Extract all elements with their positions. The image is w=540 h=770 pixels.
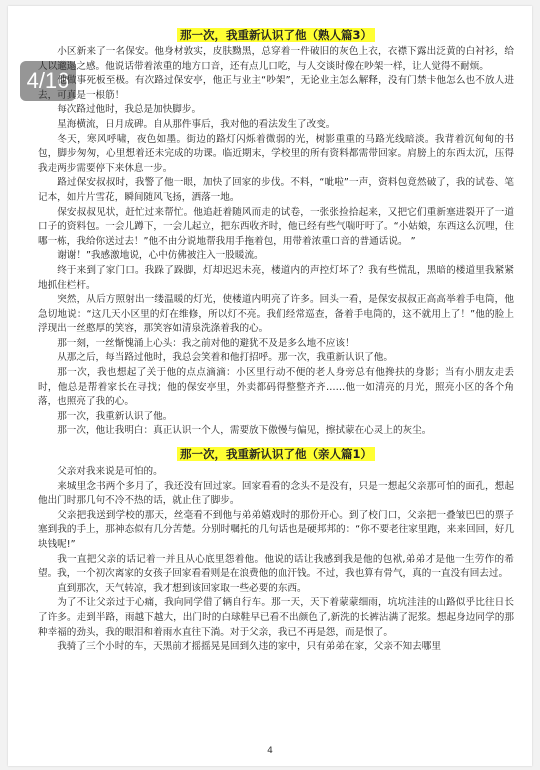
paragraph: 谢谢！”我感激地说，心中仿佛被注入一股暖流。 xyxy=(57,250,264,262)
section1-title: 那一次，我重新认识了他（熟人篇3） xyxy=(38,28,514,43)
paragraph: 那一次，我也想起了关于他的点点滴滴：小区里行动不便的老人身旁总有他搀扶的身影；当有小朋友走丢时，他总是帮着家长在寻找；他的保安亭里，外卖都码得整整齐齐……他一如清亮的月光，照亮小区的各个角落，也照亮了我的心。 xyxy=(38,367,514,408)
paragraph: 我一直把父亲的话记着一并且从心底里怨着他。他说的话让我感到我是他的包袱,弟弟才是他一生劳作的希望。我，一个初次离家的女孩子回家看看则是在浪费他的血汗钱。不过，我也算有骨气，真的一直没有回去过。 xyxy=(38,553,514,580)
paragraph: 父亲把我送到学校的那天，丝毫看不到他与弟弟嬉戏时的那份开心。到了校门口，父亲把一叠皱巴巴的票子塞到我的手上，那神态似有几分苦楚。分别时嘱托的几句话也是硬邦邦的：“你不要老往家里跑，来来回回，好几块钱呢!” xyxy=(38,509,514,550)
paragraph: 终于来到了家门口。我跺了跺脚，灯却迟迟未亮，楼道内的声控灯坏了？我有些慌乱，黑暗的楼道里我紧紧地抓住栏杆。 xyxy=(38,264,514,291)
paragraph: 他做事死板至极。有次路过保安亭，他正与业主“吵架”，无论业主怎么解释，没有门禁卡他怎么也不放人进去，可真是一根筋！ xyxy=(38,75,514,101)
paragraph: 每次路过他时，我总是加快脚步。 xyxy=(57,104,202,116)
paragraph: 我骑了三个小时的车，天黑前才摇摇晃晃回到久违的家中，只有弟弟在家，父亲不知去哪里 xyxy=(57,641,441,653)
page-number: 4 xyxy=(267,746,273,756)
paragraph: 星海横流，日月成碑。自从那件事后，我对他的看法发生了改变。 xyxy=(57,118,336,130)
paragraph: 从那之后，每当路过他时，我总会笑着和他打招呼。那一次，我重新认识了他。 xyxy=(57,352,393,364)
paragraph: 那一刻，一丝惭愧涌上心头：我之前对他的避犹不及是多么地不应该！ xyxy=(57,337,355,349)
document-content xyxy=(38,28,514,655)
paragraph: 路过保安叔叔时，我警了他一眼，加快了回家的步伐。不料，“呲啦”一声，资料包竟然破了，我的试卷、笔记本，如片片雪花，瞬间随风飞扬，洒落一地。 xyxy=(38,177,514,203)
section2-title: 那一次，我重新认识了他（亲人篇1） xyxy=(38,447,514,462)
paragraph: 冬天，寒风呼啸，夜色如墨。街边的路灯闪烁着微弱的光，树影重重的马路光线暗淡。我背着沉甸甸的书包，脚步匆匆，心里想着还未完成的功课。临近期末，学校里的所有资料都需带回家。肩膀上的东西太沉，压得我走两步需要停下来休息一步。 xyxy=(38,133,514,174)
paragraph: 保安叔叔见状，赶忙过来帮忙。他追赶着随风而走的试卷，一张张捡拾起来，又把它们重新塞进裂开了一道口子的资料包。一会儿蹲下，一会儿起立，把东西收齐时，他已经有些气喘吁吁了。“小姑娘，东西这么沉哩，住哪一栋，我给你送过去！”他不由分说地帮我用手拖着包，用带着浓重口音的普通话说。 ” xyxy=(38,206,514,247)
paragraph: 来城里念书两个多月了，我还没有回过家。回家看看的念头不是没有，只是一想起父亲那可怕的面孔，想起他出门时那几句不冷不热的话，就止住了脚步。 xyxy=(38,480,514,507)
paragraph: 直到那次，天气转凉，我才想到该回家取一些必要的东西。 xyxy=(57,582,307,594)
paragraph: 那一次，他让我明白：真正认识一个人，需要放下傲慢与偏见，擦拭蒙在心灵上的灰尘。 xyxy=(57,425,432,437)
paragraph: 小区新来了一名保安。他身材敦实，皮肤黝黑，总穿着一件破旧的灰色上衣，衣襟下露出泛黄的白衬衫，给人以邋遢之感。他说话带着浓重的地方口音，还有点儿口吃，与人交谈时像在吵架一样，让人觉得不耐烦。 xyxy=(38,46,514,72)
paragraph: 那一次，我重新认识了他。 xyxy=(57,410,173,422)
paragraph: 为了不让父亲过于心痛，我向同学借了辆自行车。那一天，天下着蒙蒙细雨，坑坑洼洼的山路似乎比往日长了许多。走到半路，雨越下越大，出门时的白球鞋早已看不出颜色了,新洗的长裤沾满了泥浆。想起身边同学的那种幸福的劲头，我的眼泪和着雨水直往下淌。对于父亲，我已不再是怨，而是恨了。 xyxy=(38,597,514,638)
paragraph: 父亲对我来说是可怕的。 xyxy=(57,466,163,478)
page-indicator: 4/16 xyxy=(20,61,76,101)
paragraph: 突然，从后方照射出一缕温暖的灯光，使楼道内明亮了许多。回头一看，是保安叔叔正高高举着手电筒，他急切地说：“这几天小区里的灯在维修，所以灯不亮。我们经常巡查，备着手电筒的，这不就用上了！”他的脸上浮现出一丝憨厚的笑容，那笑容如清泉洗涤着我的心。 xyxy=(38,294,514,335)
document-page xyxy=(8,6,532,766)
